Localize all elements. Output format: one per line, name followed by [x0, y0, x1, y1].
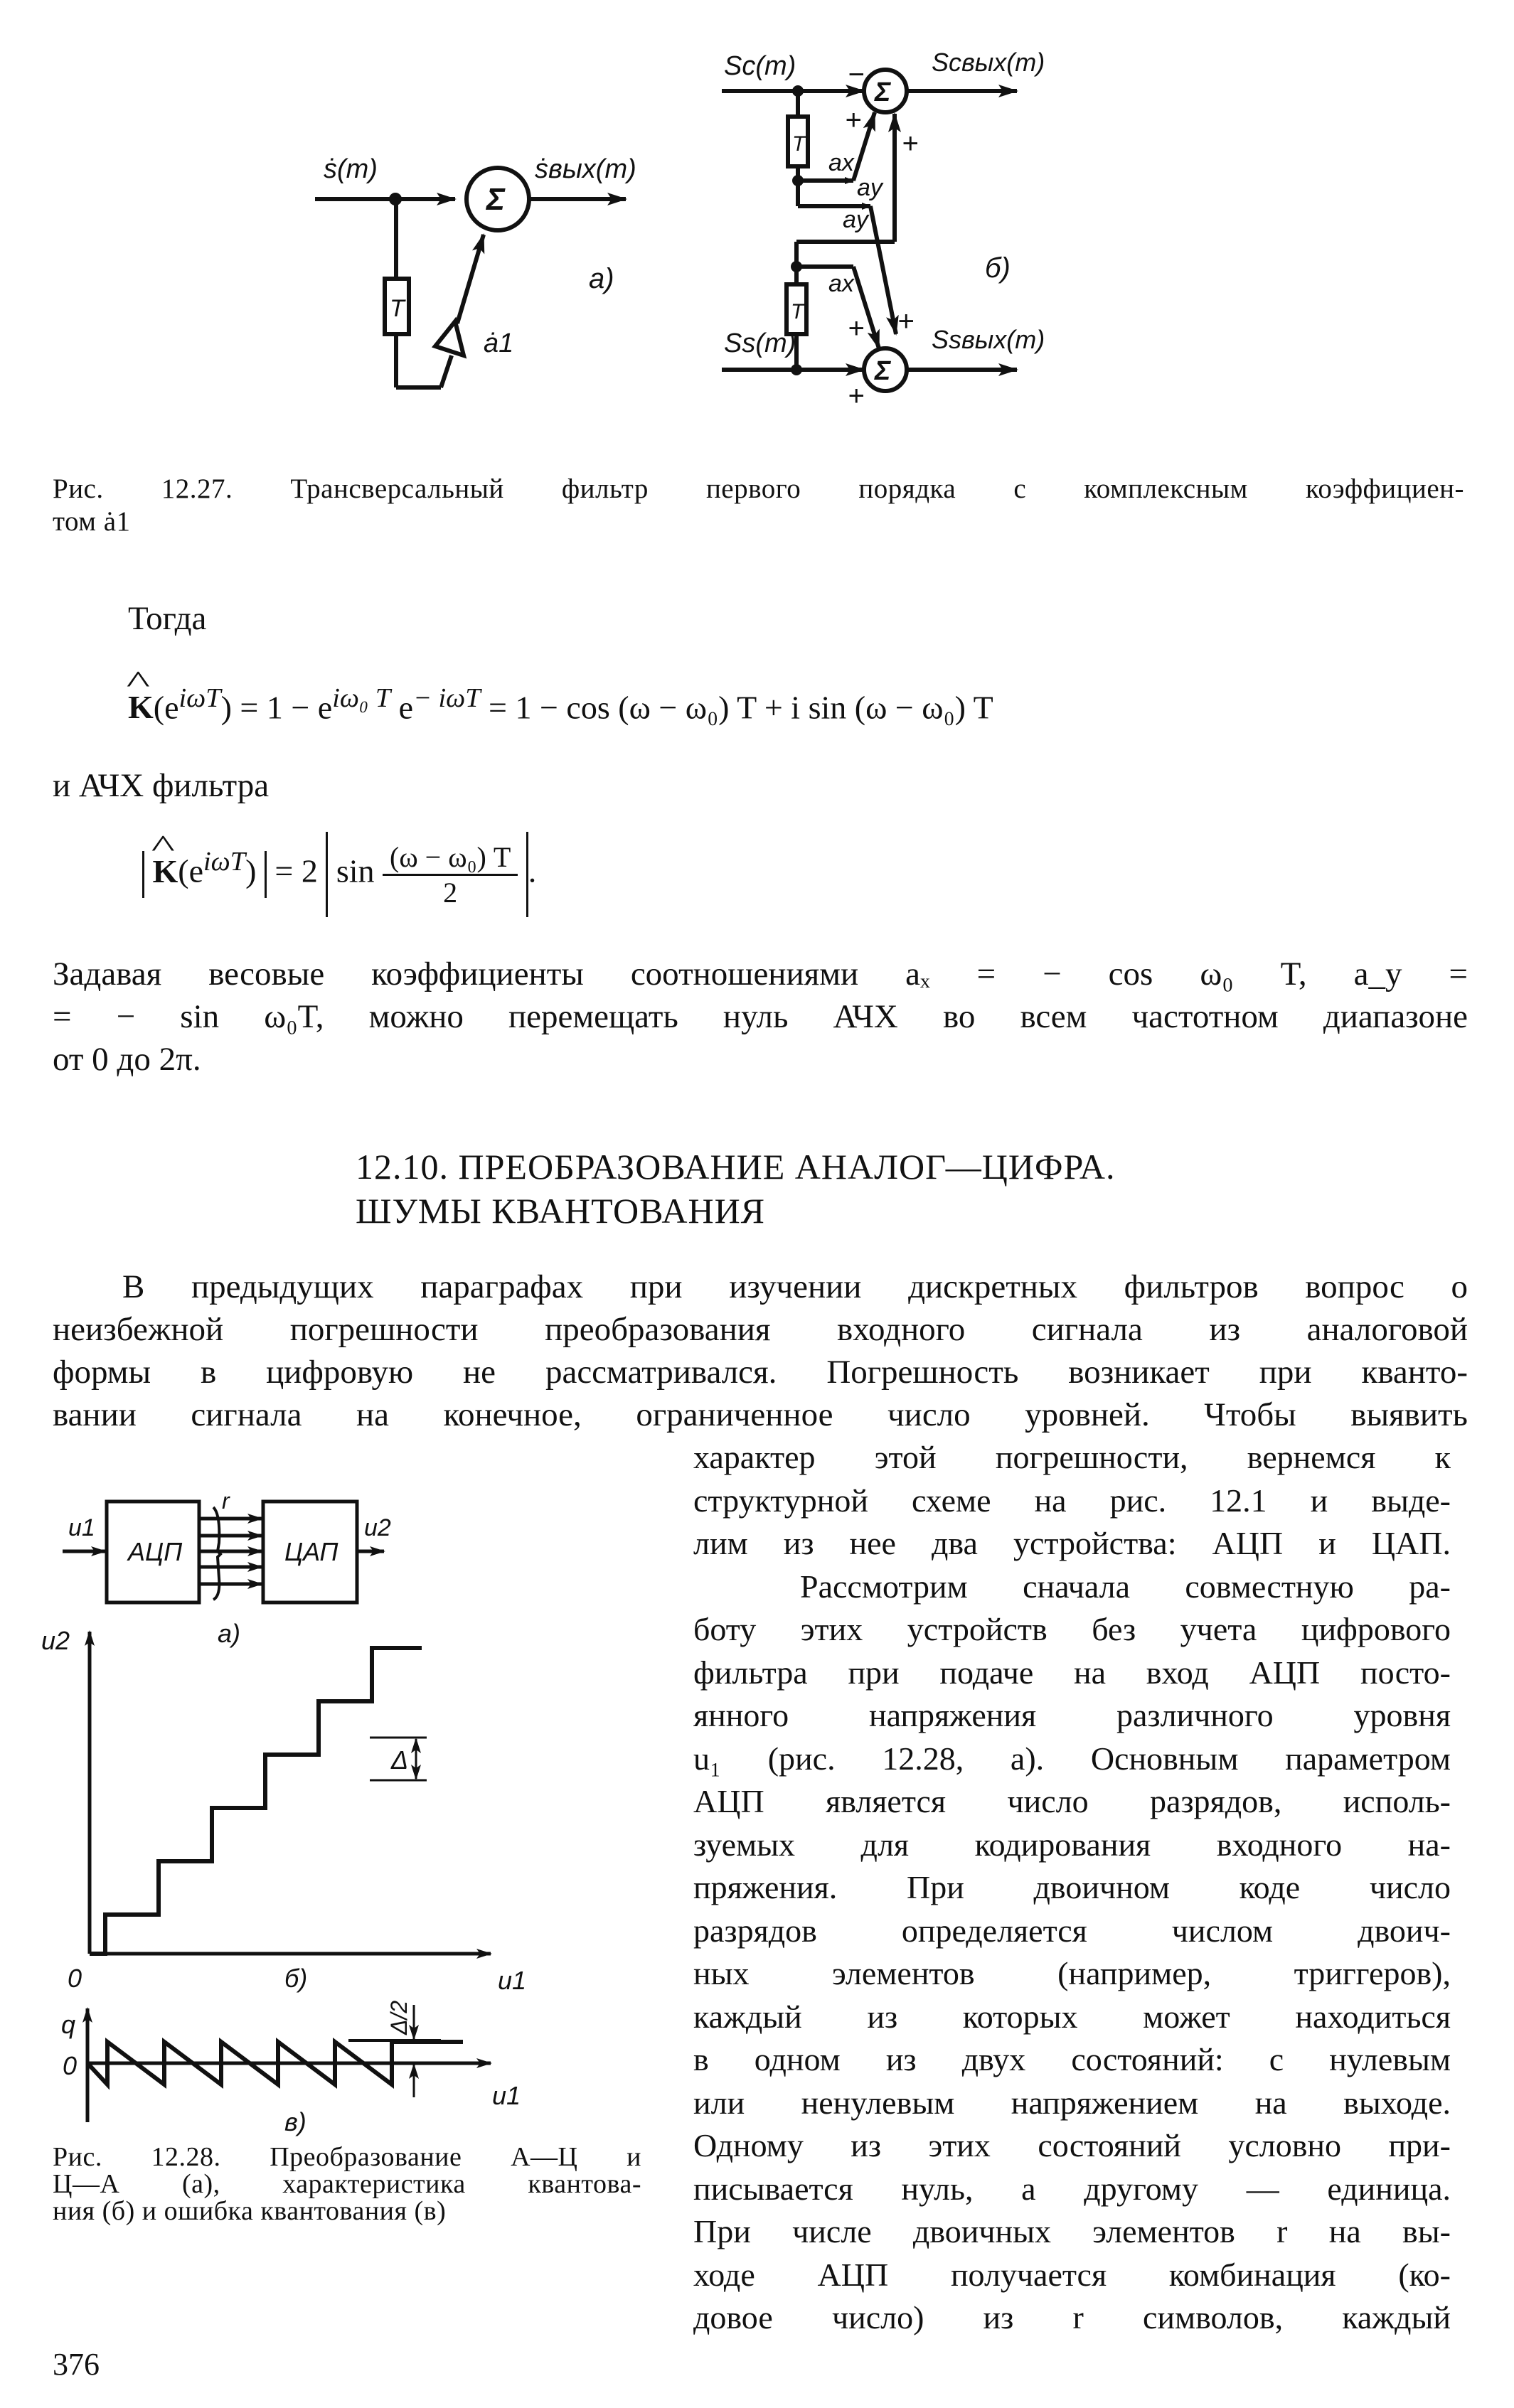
input-c-label: Sc(m): [724, 51, 796, 81]
formula1-rest: = 1 − cos (ω − ω₀) T + i sin (ω − ω₀) T: [480, 689, 993, 726]
paragraph-line: вании сигнала на конечное, ограниченное число уровней. Чтобы выявить: [53, 1396, 1468, 1433]
sign-plus-bottom-right: +: [897, 306, 915, 337]
input-label-u1: u1: [68, 1514, 95, 1541]
paragraph-line: Задавая весовые коэффициенты соотношениями aₓ = − cos ω₀ T, a_y =: [53, 956, 1468, 992]
input-s-label: Ss(m): [724, 328, 796, 358]
adc-label: АЦП: [128, 1537, 183, 1566]
x-label-u1-b: u1: [498, 1966, 527, 1995]
figure-12-27-panel-a: [315, 168, 626, 387]
input-label-a: ṡ(m): [324, 154, 378, 184]
paragraph-line: разрядов определяется числом двоич-: [693, 1912, 1451, 1949]
paragraph-line: u₁ (рис. 12.28, а). Основным параметром: [693, 1740, 1451, 1777]
coef-ax-bottom: ax: [828, 270, 854, 297]
formula-transfer-function: ^ $K(e^{i\omega T}) = 1 - e^{i\omega_0 T}$ $e^{- i\omega T} = 1 - \cos (\omega - \omega_0) T + i$ sin (ω − ω₀) T: [128, 683, 993, 726]
sign-plus-bottom-under: +: [848, 380, 865, 412]
caption-line: Рис. 12.28. Преобразование А—Ц и: [53, 2142, 641, 2172]
gain-triangle: [435, 321, 464, 355]
delay-label-a: T: [390, 295, 405, 322]
sign-plus-top-left: +: [845, 105, 862, 136]
k-hat: ^ K: [128, 688, 154, 726]
sign-minus-top: −: [848, 59, 865, 90]
fraction: [383, 840, 518, 909]
sign-plus-top-right: +: [902, 128, 919, 159]
figure-12-27: [0, 0, 1514, 455]
text-afc-intro: и АЧХ фильтра: [53, 767, 270, 804]
sum-symbol-bottom: Σ: [875, 356, 891, 386]
paragraph-line: в одном из двух состояний: с нулевым: [693, 2041, 1451, 2077]
paragraph-line: Рассмотрим сначала совместную ра-: [800, 1568, 1451, 1605]
coef-line: [457, 235, 484, 323]
panel-letter-a: а): [218, 1619, 241, 1648]
paragraph-line: = − sin ω₀T, можно перемещать нуль АЧХ во всем частотном диапазоне: [53, 998, 1468, 1035]
paragraph-line: ных элементов (например, триггеров),: [693, 1955, 1451, 1991]
exp-arg-2: iωT: [203, 847, 246, 877]
y-label-q: q: [61, 2010, 76, 2039]
x-label-u1-c: u1: [492, 2081, 521, 2110]
paragraph-line: янного напряжения различного уровня: [693, 1697, 1451, 1733]
page-number: 376: [53, 2347, 100, 2382]
formula2-eq: = 2: [274, 852, 318, 889]
caption-line-2: том ȧ1: [53, 506, 131, 537]
bus-label-r: r: [222, 1488, 230, 1514]
sign-plus-bottom-left: +: [848, 313, 865, 344]
paragraph-line: боту этих устройств без учета цифрового: [693, 1611, 1451, 1647]
exp-arg: iωT: [178, 683, 221, 713]
paragraph-line: довое число) из r символов, каждый: [693, 2299, 1451, 2335]
paragraph-right-column: [693, 1436, 1451, 2340]
figure-12-28-panel-b: [90, 1632, 491, 1954]
coef-ay-upper: ay: [857, 174, 883, 201]
figure-12-28: [0, 1479, 683, 2247]
output-label-u2: u2: [364, 1514, 391, 1541]
paragraph-line: или ненулевым напряжением на выходе.: [693, 2084, 1451, 2121]
delta-label: Δ: [391, 1745, 409, 1775]
figure-12-28-panel-c: [87, 2005, 491, 2122]
paragraph-line: от 0 до 2π.: [53, 1041, 201, 1078]
amplitude-label: Δ/2: [386, 2000, 412, 2035]
section-heading-line-1: 12.10. ПРЕОБРАЗОВАНИЕ АНАЛОГ—ЦИФРА.: [356, 1147, 1116, 1187]
paragraph-line: Одному из этих состояний условно при-: [693, 2127, 1451, 2163]
figure-12-27-caption: [53, 473, 1464, 538]
caption-line: ния (б) и ошибка квантования (в): [53, 2196, 447, 2226]
paragraph-line: ходе АЦП получается комбинация (ко-: [693, 2256, 1451, 2293]
paragraph-weights: [53, 953, 1468, 1081]
paragraph-line: АЦП является число разрядов, исполь-: [693, 1783, 1451, 1819]
caption-line: Ц—А (а), характеристика квантова-: [53, 2169, 641, 2199]
paragraph-line: зуемых для кодирования входного на-: [693, 1826, 1451, 1863]
dac-label: ЦАП: [284, 1537, 338, 1566]
coef-label-a: ȧ1: [484, 328, 514, 358]
paragraph-intro: [53, 1265, 1468, 1436]
paragraph-line: В предыдущих параграфах при изучении дискретных фильтров вопрос о: [122, 1268, 1468, 1305]
section-heading-line-2: ШУМЫ КВАНТОВАНИЯ: [356, 1191, 766, 1231]
paragraph-line: фильтра при подаче на вход АЦП посто-: [693, 1654, 1451, 1691]
bus-lines: [199, 1519, 262, 1584]
origin-label-b: 0: [68, 1964, 82, 1993]
output-c-label: Scвых(m): [932, 48, 1045, 77]
y-label-u2: u2: [41, 1626, 70, 1655]
staircase: [90, 1648, 422, 1954]
formula-afc: ^ $K(e^{i\omega T}) = 2$ sin $\frac{\text{(ω − ω₀) T}}{2}$ .: [142, 832, 536, 917]
formula1-mid: e: [390, 689, 414, 726]
caption-line-1: Рис. 12.27. Трансверсальный фильтр первого порядка с комплексным коэффициен-: [53, 473, 1464, 504]
paragraph-line: пряжения. При двоичном коде число: [693, 1869, 1451, 1905]
paragraph-line: лим из нее два устройства: АЦП и ЦАП.: [693, 1525, 1451, 1561]
sum-symbol-top: Σ: [875, 77, 891, 107]
panel-letter-a: а): [589, 263, 614, 294]
sum-symbol-a: Σ: [486, 182, 505, 217]
formula1-eq1: = 1 − e: [240, 689, 333, 726]
text-togda: Тогда: [128, 600, 207, 637]
paragraph-line: формы в цифровую не рассматривался. Погрешность возникает при кванто-: [53, 1354, 1468, 1391]
paragraph-line: писывается нуль, а другому — единица.: [693, 2170, 1451, 2207]
paragraph-line: характер этой погрешности, вернемся к: [693, 1439, 1451, 1475]
panel-letter-c: в): [284, 2107, 306, 2136]
paragraph-line: структурной схеме на рис. 12.1 и выде-: [693, 1482, 1451, 1519]
formula1-sup1: iω₀ T: [332, 683, 391, 713]
origin-label-c: 0: [63, 2051, 78, 2080]
output-label-a: ṡвых(m): [535, 154, 636, 184]
delay-label-bottom: T: [791, 300, 804, 323]
fraction-numerator: (ω − ω₀) T: [383, 840, 518, 876]
formula1-sup2: − iωT: [413, 683, 481, 713]
fraction-denominator: 2: [443, 876, 458, 909]
paragraph-line: неизбежной погрешности преобразования входного сигнала из аналоговой: [53, 1311, 1468, 1348]
panel-letter-b: б): [284, 1964, 308, 1993]
section-heading: [356, 1145, 1116, 1233]
delay-label-top: T: [792, 132, 806, 156]
coef-ay-lower: ay: [843, 206, 868, 233]
coef-ax-top: ax: [828, 149, 854, 176]
output-s-label: Ssвых(m): [932, 325, 1045, 354]
figure-12-28-caption: [53, 2144, 641, 2225]
formula2-end: .: [528, 852, 537, 889]
k-hat-2: ^ K: [153, 852, 178, 890]
panel-letter-b: б): [985, 252, 1011, 284]
paragraph-line: каждый из которых может находиться: [693, 1998, 1451, 2035]
paragraph-line: При числе двоичных элементов r на вы-: [693, 2213, 1451, 2249]
formula2-sin: sin: [336, 852, 375, 889]
